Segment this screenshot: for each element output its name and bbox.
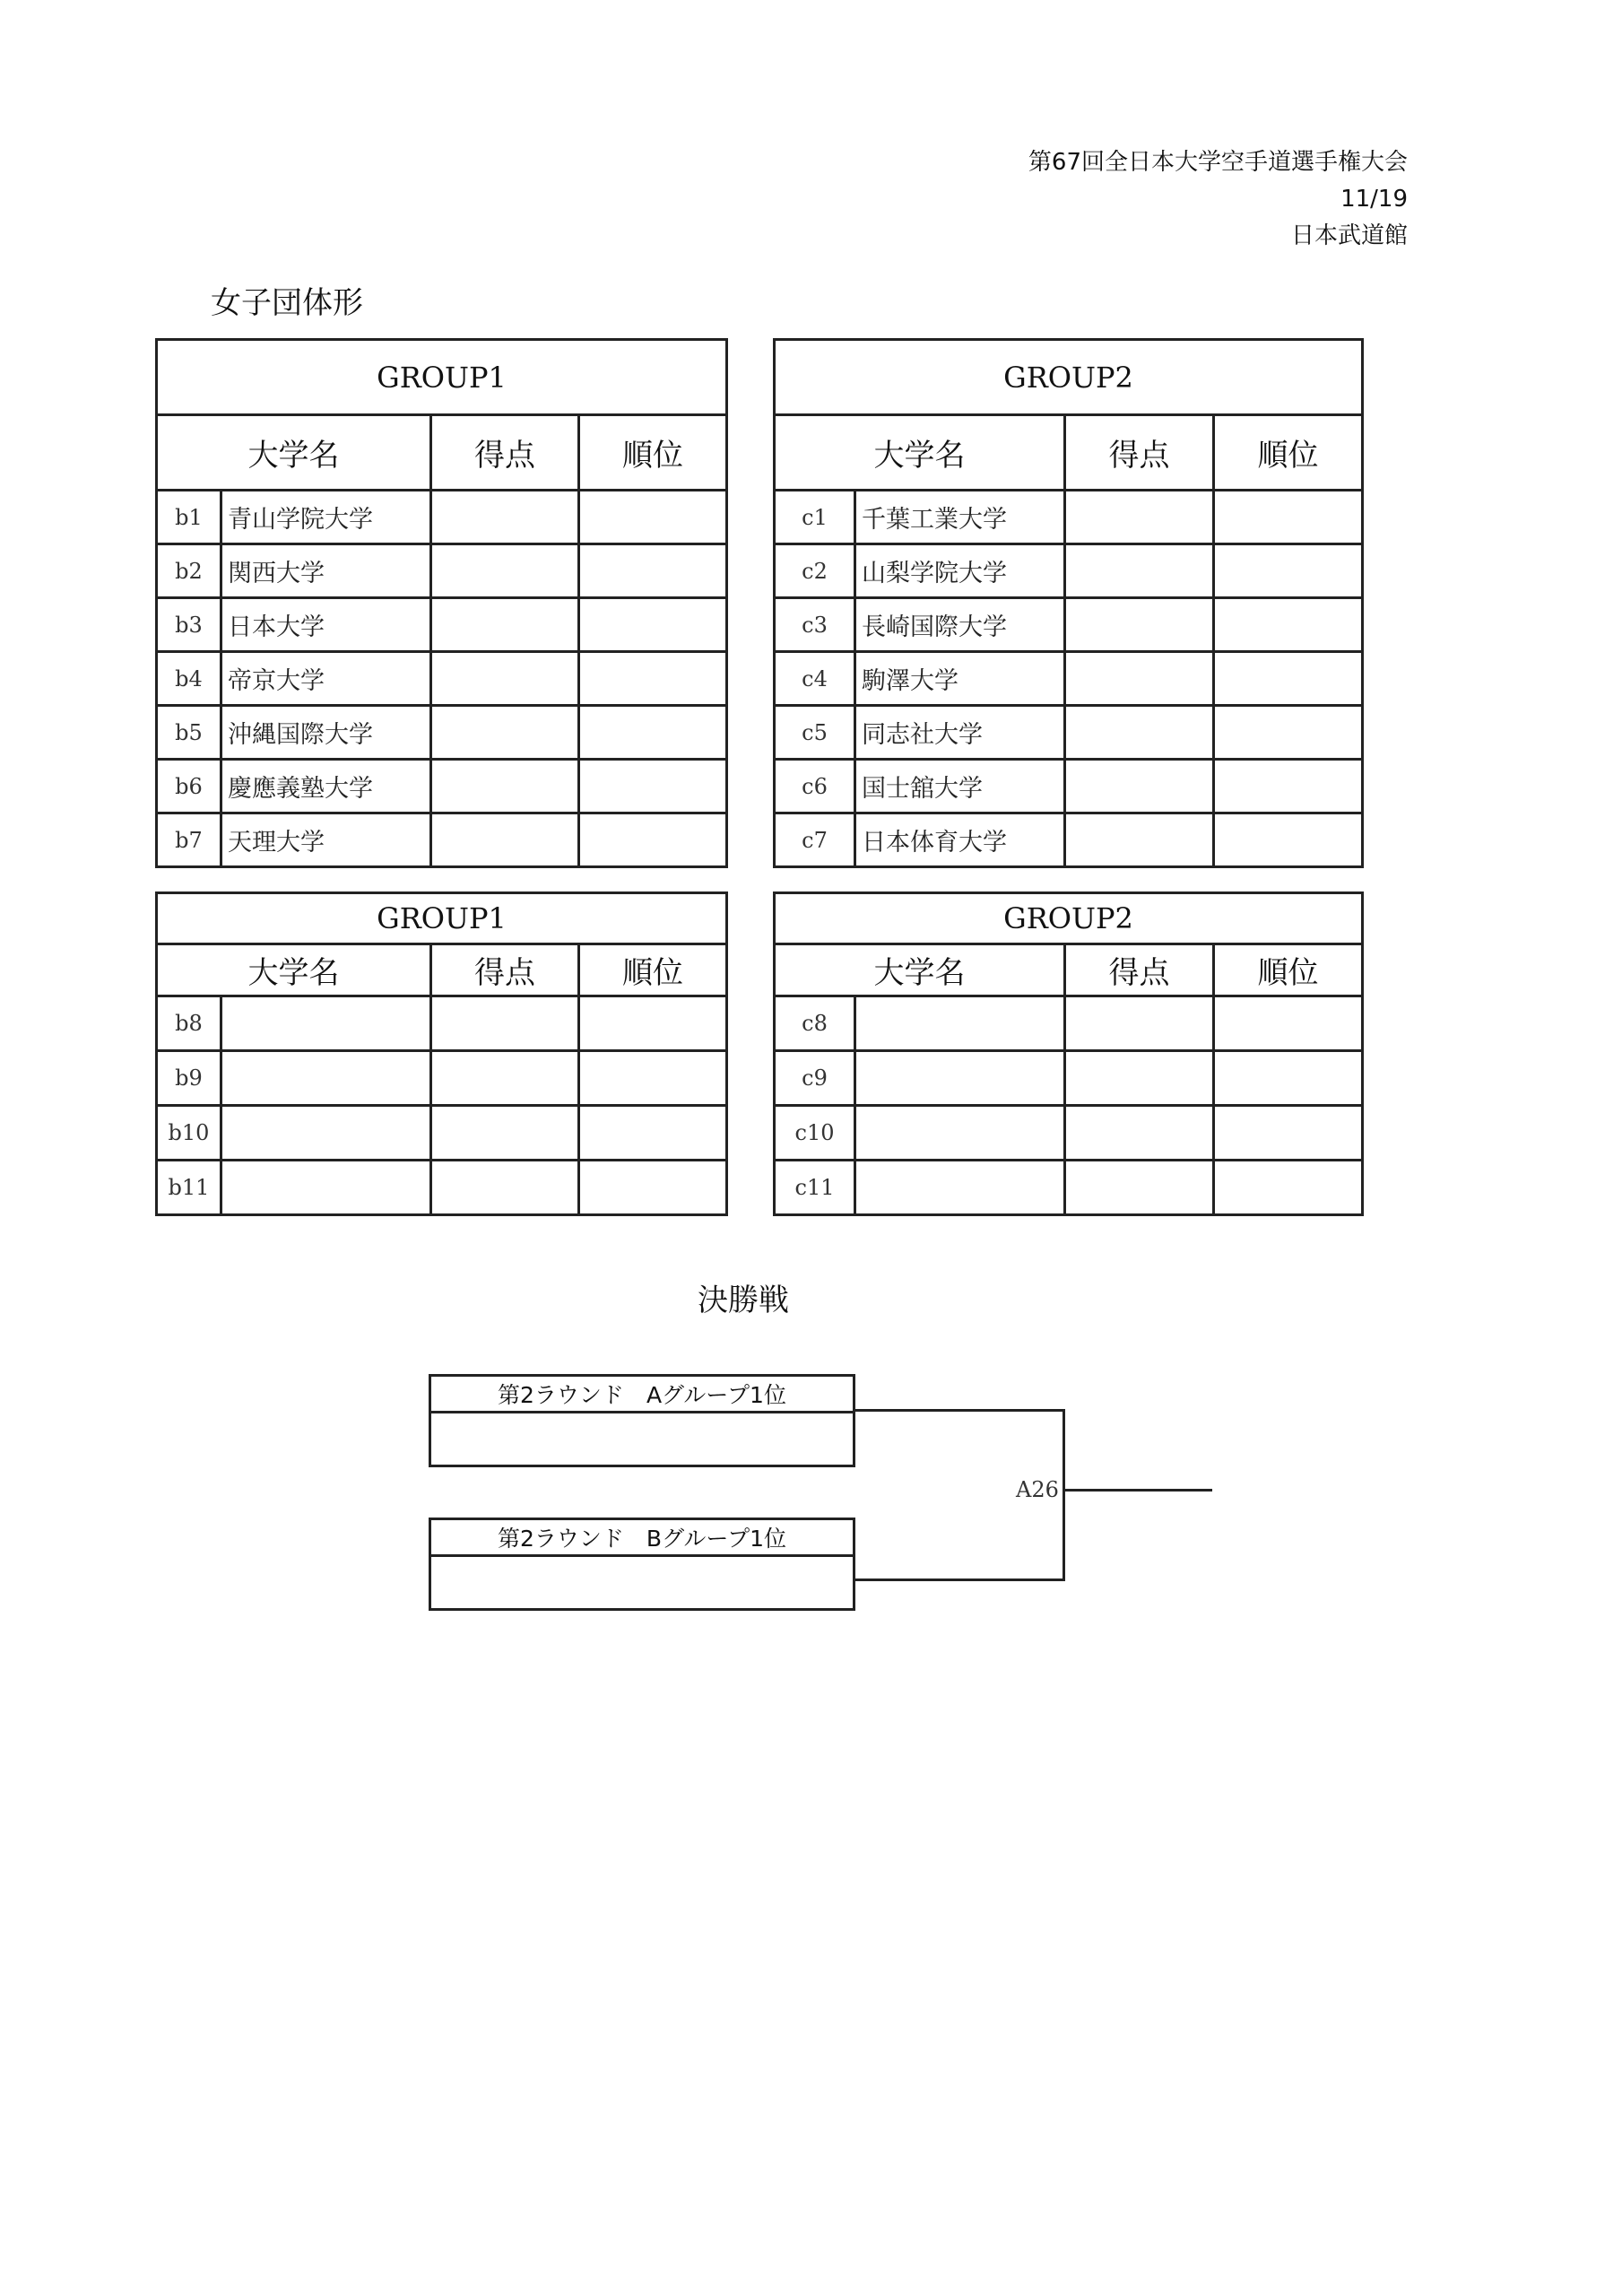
- rank-cell: [579, 544, 727, 598]
- row-university: 山梨学院大学: [855, 544, 1065, 598]
- row-university: 帝京大学: [221, 652, 431, 706]
- row-code: b11: [157, 1161, 221, 1215]
- table-row: [775, 996, 1363, 1051]
- rank-cell: [579, 1161, 727, 1215]
- score-cell: [431, 813, 579, 867]
- rank-cell: [579, 813, 727, 867]
- score-cell: [1065, 996, 1214, 1051]
- column-university: 大学名: [775, 944, 1065, 996]
- table-row: [775, 706, 1363, 760]
- section-title: 女子団体形: [211, 285, 363, 321]
- score-cell: [431, 491, 579, 544]
- event-venue: 日本武道館: [1290, 222, 1408, 249]
- row-university: [855, 1161, 1065, 1215]
- row-university: [221, 1161, 431, 1215]
- table-row: [157, 813, 727, 867]
- rank-cell: [579, 652, 727, 706]
- score-cell: [1065, 491, 1214, 544]
- score-cell: [431, 1051, 579, 1106]
- table-row: [775, 1161, 1363, 1215]
- column-rank: 順位: [1214, 415, 1363, 491]
- row-code: c8: [775, 996, 855, 1051]
- row-university: 同志社大学: [855, 706, 1065, 760]
- column-rank: 順位: [579, 415, 727, 491]
- rank-cell: [579, 706, 727, 760]
- score-cell: [431, 706, 579, 760]
- score-cell: [431, 1106, 579, 1161]
- row-code: c5: [775, 706, 855, 760]
- score-cell: [1065, 813, 1214, 867]
- table-row: [157, 760, 727, 813]
- score-cell: [431, 1161, 579, 1215]
- row-code: c3: [775, 598, 855, 652]
- score-cell: [1065, 1161, 1214, 1215]
- group-table-upper-2: [773, 338, 1364, 868]
- table-row: [157, 544, 727, 598]
- column-university: 大学名: [775, 415, 1065, 491]
- event-header: [1028, 144, 1408, 254]
- score-cell: [431, 996, 579, 1051]
- rank-cell: [579, 760, 727, 813]
- rank-cell: [1214, 813, 1363, 867]
- score-cell: [1065, 1051, 1214, 1106]
- table-row: [775, 544, 1363, 598]
- row-university: [855, 1051, 1065, 1106]
- row-university: 慶應義塾大学: [221, 760, 431, 813]
- table-row: [775, 760, 1363, 813]
- row-university: 日本体育大学: [855, 813, 1065, 867]
- table-row: [157, 706, 727, 760]
- table-row: [157, 996, 727, 1051]
- row-code: c10: [775, 1106, 855, 1161]
- final-slot-b: [429, 1518, 855, 1611]
- group-name: GROUP1: [157, 893, 727, 944]
- table-row: [157, 1161, 727, 1215]
- row-university: [855, 1106, 1065, 1161]
- column-score: 得点: [1065, 415, 1214, 491]
- row-code: b3: [157, 598, 221, 652]
- row-code: c6: [775, 760, 855, 813]
- match-number: A26: [1016, 1477, 1059, 1502]
- table-row: [157, 652, 727, 706]
- row-code: b4: [157, 652, 221, 706]
- row-university: 長崎国際大学: [855, 598, 1065, 652]
- rank-cell: [1214, 652, 1363, 706]
- final-title: 決勝戦: [698, 1283, 789, 1318]
- row-code: b5: [157, 706, 221, 760]
- row-code: b2: [157, 544, 221, 598]
- bracket-line-winner: [1063, 1489, 1212, 1492]
- table-row: [157, 598, 727, 652]
- row-code: b10: [157, 1106, 221, 1161]
- row-code: b9: [157, 1051, 221, 1106]
- table-row: [775, 652, 1363, 706]
- bracket-line-vertical: [1063, 1409, 1065, 1581]
- table-row: [775, 1106, 1363, 1161]
- row-university: 関西大学: [221, 544, 431, 598]
- row-university: 駒澤大学: [855, 652, 1065, 706]
- score-cell: [431, 544, 579, 598]
- score-cell: [431, 598, 579, 652]
- row-code: c2: [775, 544, 855, 598]
- row-code: b6: [157, 760, 221, 813]
- table-row: [775, 813, 1363, 867]
- row-code: c1: [775, 491, 855, 544]
- score-cell: [1065, 598, 1214, 652]
- rank-cell: [579, 598, 727, 652]
- row-code: b7: [157, 813, 221, 867]
- event-date: 11/19: [1340, 185, 1408, 213]
- row-code: b1: [157, 491, 221, 544]
- final-slot-a: [429, 1374, 855, 1467]
- rank-cell: [579, 491, 727, 544]
- row-university: 沖縄国際大学: [221, 706, 431, 760]
- row-university: [221, 1106, 431, 1161]
- event-name: 第67回全日本大学空手道選手権大会: [1028, 148, 1408, 176]
- rank-cell: [579, 1051, 727, 1106]
- row-code: c4: [775, 652, 855, 706]
- rank-cell: [579, 1106, 727, 1161]
- score-cell: [1065, 706, 1214, 760]
- row-university: 国士舘大学: [855, 760, 1065, 813]
- rank-cell: [1214, 760, 1363, 813]
- column-score: 得点: [431, 944, 579, 996]
- row-code: c7: [775, 813, 855, 867]
- table-row: [775, 598, 1363, 652]
- score-cell: [1065, 1106, 1214, 1161]
- group-name: GROUP2: [775, 893, 1363, 944]
- row-code: c11: [775, 1161, 855, 1215]
- row-university: [855, 996, 1065, 1051]
- row-code: b8: [157, 996, 221, 1051]
- column-university: 大学名: [157, 944, 431, 996]
- group-name: GROUP2: [775, 340, 1363, 415]
- column-university: 大学名: [157, 415, 431, 491]
- rank-cell: [1214, 1106, 1363, 1161]
- row-university: [221, 996, 431, 1051]
- group-table-lower-2: [773, 891, 1364, 1216]
- bracket-line-b: [855, 1578, 1065, 1581]
- row-university: 青山学院大学: [221, 491, 431, 544]
- final-slot-b-label: 第2ラウンド Bグループ1位: [431, 1520, 853, 1557]
- row-university: 千葉工業大学: [855, 491, 1065, 544]
- column-rank: 順位: [579, 944, 727, 996]
- bracket-line-a: [855, 1409, 1065, 1412]
- rank-cell: [1214, 598, 1363, 652]
- score-cell: [1065, 652, 1214, 706]
- column-score: 得点: [1065, 944, 1214, 996]
- row-university: [221, 1051, 431, 1106]
- score-cell: [431, 760, 579, 813]
- table-row: [157, 1051, 727, 1106]
- column-score: 得点: [431, 415, 579, 491]
- score-cell: [1065, 544, 1214, 598]
- rank-cell: [1214, 1161, 1363, 1215]
- row-university: 日本大学: [221, 598, 431, 652]
- group-table-upper-1: [155, 338, 728, 868]
- table-row: [157, 491, 727, 544]
- column-rank: 順位: [1214, 944, 1363, 996]
- table-row: [775, 491, 1363, 544]
- score-cell: [1065, 760, 1214, 813]
- rank-cell: [579, 996, 727, 1051]
- group-table-lower-1: [155, 891, 728, 1216]
- rank-cell: [1214, 491, 1363, 544]
- table-row: [157, 1106, 727, 1161]
- row-code: c9: [775, 1051, 855, 1106]
- rank-cell: [1214, 544, 1363, 598]
- group-name: GROUP1: [157, 340, 727, 415]
- rank-cell: [1214, 1051, 1363, 1106]
- final-slot-a-label: 第2ラウンド Aグループ1位: [431, 1377, 853, 1413]
- row-university: 天理大学: [221, 813, 431, 867]
- score-cell: [431, 652, 579, 706]
- rank-cell: [1214, 996, 1363, 1051]
- table-row: [775, 1051, 1363, 1106]
- rank-cell: [1214, 706, 1363, 760]
